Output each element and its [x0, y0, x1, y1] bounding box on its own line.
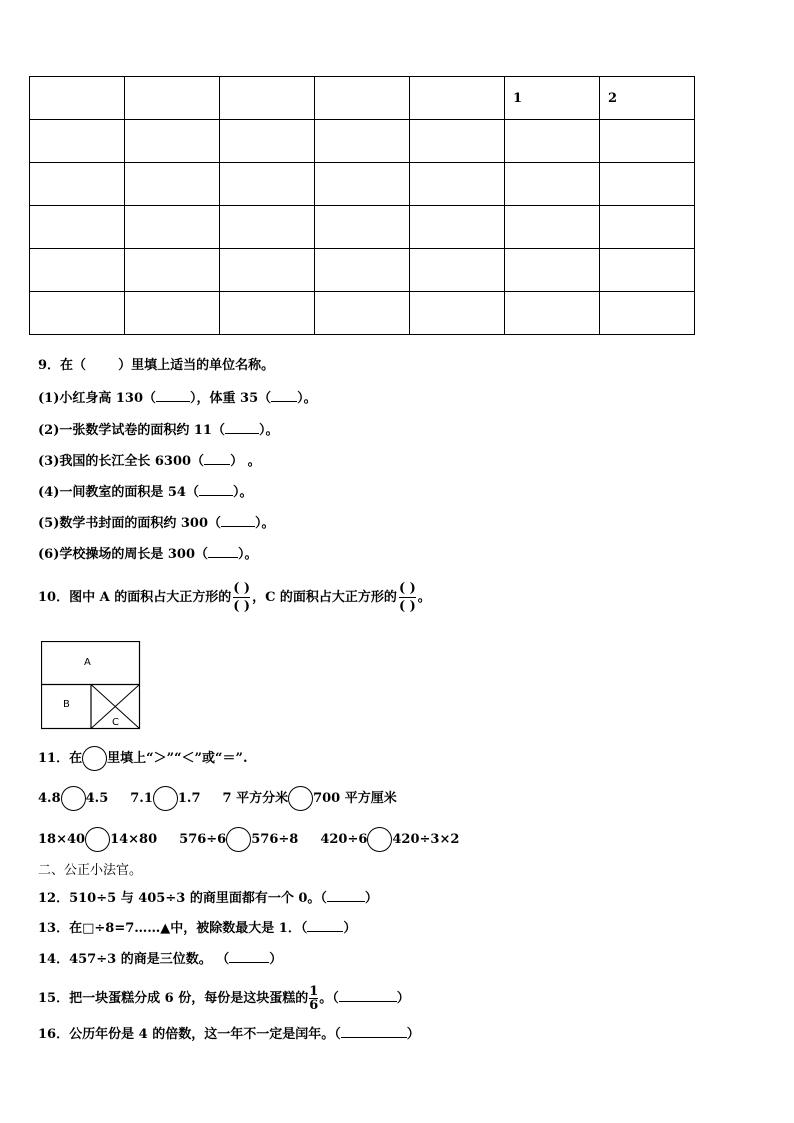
table-cell[interactable] — [505, 120, 600, 163]
table-cell[interactable]: 1 — [505, 77, 600, 120]
table-cell[interactable] — [410, 206, 505, 249]
blank[interactable] — [208, 546, 238, 558]
table-cell[interactable] — [220, 163, 315, 206]
table-cell[interactable] — [410, 163, 505, 206]
table-row — [30, 163, 695, 206]
table-cell[interactable] — [30, 163, 125, 206]
blank[interactable] — [156, 390, 190, 402]
table-row — [30, 249, 695, 292]
q11-prompt: 11．在 里填上“＞”“＜”或“＝”. — [38, 746, 248, 771]
table-row — [30, 77, 695, 120]
blank[interactable] — [271, 390, 297, 402]
judge-blank[interactable] — [339, 990, 397, 1002]
judge-blank[interactable] — [229, 951, 269, 963]
fraction-blank-a[interactable]: $\frac{( )}{( )}$ — [233, 581, 251, 614]
compare-circle[interactable] — [367, 827, 392, 852]
q9-item-3: (3)我国的长江全长 6300（ ） 。 — [38, 454, 261, 469]
table-cell[interactable] — [505, 206, 600, 249]
table-cell[interactable] — [505, 292, 600, 335]
table-cell[interactable] — [315, 206, 410, 249]
compare-circle-example — [82, 746, 107, 771]
table-cell[interactable] — [220, 77, 315, 120]
table-cell[interactable] — [600, 292, 695, 335]
table-cell[interactable] — [30, 206, 125, 249]
q9-item-1: (1)小红身高 130（ ），体重 35（ ）。 — [38, 391, 317, 406]
table-cell[interactable] — [220, 249, 315, 292]
table-cell[interactable] — [30, 292, 125, 335]
table-cell[interactable] — [30, 249, 125, 292]
table-cell[interactable] — [315, 120, 410, 163]
table-cell[interactable] — [125, 120, 220, 163]
compare-circle[interactable] — [61, 786, 86, 811]
table-cell[interactable] — [125, 163, 220, 206]
q13: 13．在□÷8=7……▲中，被除数最大是 1．（ ） — [38, 921, 357, 936]
table-row — [30, 206, 695, 249]
table-cell[interactable] — [220, 292, 315, 335]
judge-blank[interactable] — [307, 920, 343, 932]
blank[interactable] — [204, 453, 230, 465]
compare-circle[interactable] — [226, 827, 251, 852]
q9-item-2: (2)一张数学试卷的面积约 11（ ）。 — [38, 423, 279, 438]
compare-circle[interactable] — [85, 827, 110, 852]
q14: 14．457÷3 的商是三位数。 （ ） — [38, 952, 283, 967]
table-cell[interactable] — [315, 249, 410, 292]
table-cell[interactable] — [30, 120, 125, 163]
table-cell[interactable] — [125, 249, 220, 292]
square-figure — [41, 641, 141, 731]
q11-row-2: 18×40 14×80 576÷6 576÷8 420÷6 420÷3×2 — [38, 827, 459, 852]
table-cell[interactable] — [600, 249, 695, 292]
answer-table — [29, 76, 695, 335]
q10-prompt: 10．图中 A 的面积占大正方形的 $\frac{( )}{( )}$ ，C 的面积占大正方形的 $\frac{( )}{( )}$ 。 — [38, 581, 431, 614]
table-row — [30, 292, 695, 335]
fraction-one-sixth: $\frac{1}{6}$ — [309, 984, 319, 1013]
blank[interactable] — [221, 515, 255, 527]
q16: 16．公历年份是 4 的倍数，这一年不一定是闰年。（ ） — [38, 1027, 420, 1042]
table-cell[interactable] — [315, 77, 410, 120]
table-cell[interactable] — [600, 120, 695, 163]
table-cell[interactable] — [220, 120, 315, 163]
table-cell[interactable] — [220, 206, 315, 249]
q15: 15．把一块蛋糕分成 6 份，每份是这块蛋糕的 $\frac{1}{6}$ 。（ ） — [38, 984, 410, 1013]
q12: 12．510÷5 与 405÷3 的商里面都有一个 0。（ ） — [38, 891, 378, 906]
label-b: B — [63, 699, 70, 710]
table-cell[interactable] — [505, 249, 600, 292]
label-c: C — [112, 717, 119, 728]
table-cell[interactable] — [125, 292, 220, 335]
judge-blank[interactable] — [327, 890, 365, 902]
q9-prompt: 9．在（ ）里填上适当的单位名称。 — [38, 358, 275, 373]
table-cell[interactable] — [410, 249, 505, 292]
table-cell[interactable]: 2 — [600, 77, 695, 120]
table-cell[interactable] — [125, 77, 220, 120]
q9-item-5: (5)数学书封面的面积约 300（ ）。 — [38, 516, 275, 531]
judge-blank[interactable] — [341, 1026, 407, 1038]
table-cell[interactable] — [505, 163, 600, 206]
label-a: A — [84, 657, 91, 668]
table-cell[interactable] — [410, 77, 505, 120]
table-cell[interactable] — [600, 163, 695, 206]
fraction-blank-c[interactable]: $\frac{( )}{( )}$ — [398, 581, 416, 614]
q11-row-1: 4.8 4.5 7.1 1.7 7 平方分米 700 平方厘米 — [38, 786, 397, 811]
table-cell[interactable] — [600, 206, 695, 249]
table-cell[interactable] — [315, 292, 410, 335]
compare-circle[interactable] — [288, 786, 313, 811]
q9-item-6: (6)学校操场的周长是 300（ ）。 — [38, 547, 258, 562]
table-cell[interactable] — [30, 77, 125, 120]
blank[interactable] — [199, 484, 233, 496]
table-cell[interactable] — [410, 292, 505, 335]
table-row — [30, 120, 695, 163]
table-cell[interactable] — [410, 120, 505, 163]
section-2-title: 二、公正小法官。 — [38, 863, 143, 878]
table-cell[interactable] — [125, 206, 220, 249]
blank[interactable] — [225, 422, 259, 434]
q9-item-4: (4)一间教室的面积是 54（ ）。 — [38, 485, 253, 500]
table-cell[interactable] — [315, 163, 410, 206]
compare-circle[interactable] — [153, 786, 178, 811]
